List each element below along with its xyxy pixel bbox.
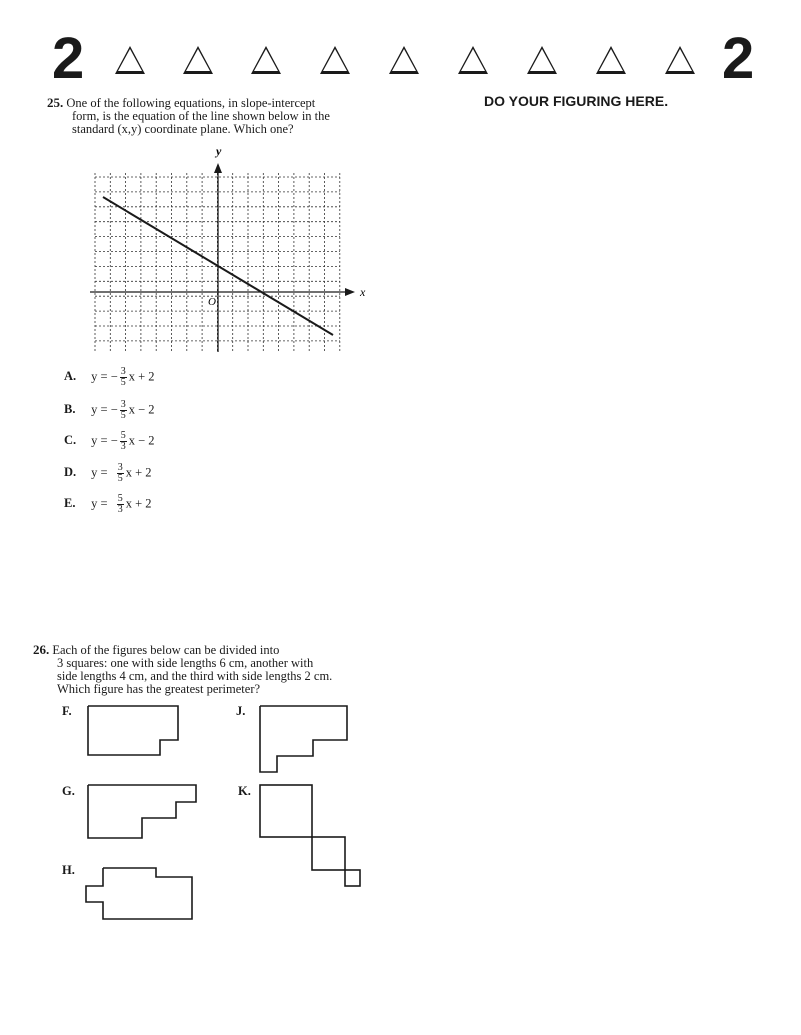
choice-rest: x + 2	[125, 465, 152, 480]
figure-label-h[interactable]: H.	[62, 863, 75, 877]
choice-letter: D.	[64, 465, 77, 480]
choice-letter: E.	[64, 496, 76, 511]
choice-lhs: y =	[91, 465, 108, 480]
choice-letter: C.	[64, 433, 77, 448]
question-number: 26.	[33, 642, 50, 657]
figure-label-j[interactable]: J.	[236, 704, 246, 718]
choice-lhs: y =	[91, 402, 108, 417]
choice-letter: A.	[64, 369, 77, 384]
section-number-right: 2	[722, 26, 755, 91]
fraction-denominator: 5	[120, 410, 126, 421]
figure-k-square-2	[345, 870, 360, 886]
section-number-left: 2	[52, 26, 85, 91]
fraction-numerator: 5	[117, 493, 123, 504]
figure-j-shape	[260, 706, 347, 772]
choice-sign: −	[110, 402, 118, 417]
choice-lhs: y =	[91, 433, 108, 448]
figure-label-g[interactable]: G.	[62, 784, 75, 798]
y-axis-label: y	[216, 145, 222, 158]
figure-f-shape	[88, 706, 178, 755]
choice-rest: x − 2	[128, 402, 155, 417]
question-text: form, is the equation of the line shown below in the	[72, 109, 330, 123]
figure-label-f[interactable]: F.	[62, 704, 72, 718]
fraction-numerator: 3	[120, 366, 126, 377]
question-text: side lengths 4 cm, and the third with side lengths 2 cm.	[57, 669, 333, 683]
choice-sign: −	[110, 369, 118, 384]
question-text: One of the following equations, in slope-intercept	[66, 96, 316, 110]
figure-k-square-4	[312, 837, 345, 870]
question-number: 25.	[47, 95, 64, 110]
question-text: Each of the figures below can be divided into	[52, 643, 280, 657]
origin-label: O	[208, 296, 216, 308]
figure-h-shape	[86, 868, 192, 919]
choice-letter: B.	[64, 402, 76, 417]
figure-label-k[interactable]: K.	[238, 784, 251, 798]
fraction-denominator: 5	[120, 377, 126, 388]
fraction-denominator: 5	[117, 473, 123, 484]
fraction-numerator: 3	[120, 399, 126, 410]
fraction-denominator: 3	[120, 441, 126, 452]
choice-lhs: y =	[91, 496, 108, 511]
question-text: 3 squares: one with side lengths 6 cm, another with	[57, 656, 314, 670]
choice-sign: −	[110, 433, 118, 448]
fraction-numerator: 3	[117, 462, 123, 473]
question-text: standard (x,y) coordinate plane. Which one?	[72, 122, 294, 136]
choice-rest: x − 2	[128, 433, 155, 448]
figure-k-square-6	[260, 785, 312, 837]
x-axis-label: x	[360, 285, 366, 299]
figure-g-shape	[88, 785, 196, 838]
fraction-denominator: 3	[117, 504, 123, 515]
choice-rest: x + 2	[128, 369, 155, 384]
question-text: Which figure has the greatest perimeter?	[57, 682, 261, 696]
figuring-note: DO YOUR FIGURING HERE.	[484, 93, 669, 109]
choice-lhs: y =	[91, 369, 108, 384]
choice-rest: x + 2	[125, 496, 152, 511]
fraction-numerator: 5	[120, 430, 126, 441]
